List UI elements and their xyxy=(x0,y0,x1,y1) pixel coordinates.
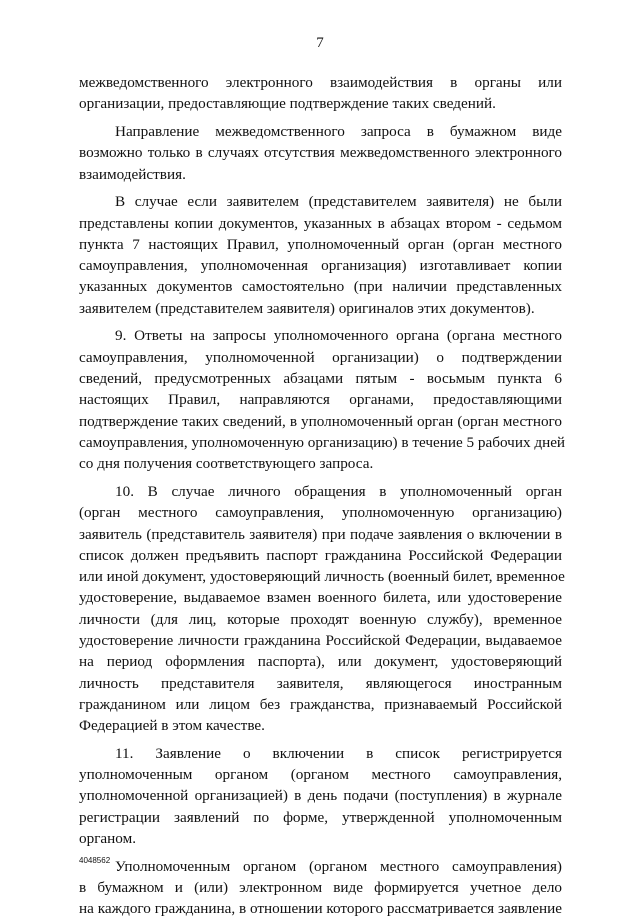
text-line: или иной документ, удостоверяющий личность (военный билет, временное xyxy=(79,568,565,586)
document-footer-code: 4048562 xyxy=(79,856,111,865)
text-line: Направление межведомственного запроса в бумажном виде xyxy=(115,122,562,140)
text-line: на период оформления паспорта), или документ, удостоверяющий xyxy=(79,653,562,671)
text-line: настоящих Правил, направляются органами, предоставляющими xyxy=(79,391,562,409)
paragraph xyxy=(79,72,562,115)
text-line: регистрации заявлений по форме, утвержденной уполномоченным xyxy=(79,808,562,826)
text-line: самоуправления, уполномоченную организацию) в течение 5 рабочих дней xyxy=(79,433,566,451)
text-line: 9. Ответы на запросы уполномоченного органа (органа местного xyxy=(115,327,562,345)
document-body xyxy=(79,72,566,920)
paragraph xyxy=(79,856,562,920)
text-line: представлены копии документов, указанных в абзацах втором - седьмом xyxy=(79,214,562,232)
paragraph xyxy=(79,481,565,737)
text-line: 10. В случае личного обращения в уполномоченный орган xyxy=(115,482,562,500)
text-line: со дня получения соответствующего запроса. xyxy=(79,455,374,473)
text-line: на каждого гражданина, в отношении которого рассматривается заявление xyxy=(79,900,562,918)
text-line: заявителем (представителем заявителя) оригиналов этих документов). xyxy=(79,299,535,317)
text-line: В случае если заявителем (представителем заявителя) не были xyxy=(115,193,562,211)
text-line: самоуправления, уполномоченная организация) изготавливает копии xyxy=(79,257,562,275)
text-line: удостоверение, выдаваемое взамен военного билета, или удостоверение xyxy=(79,589,562,607)
text-line: личность представителя заявителя, являющегося иностранным xyxy=(79,674,562,692)
text-line: Уполномоченным органом (органом местного самоуправления) xyxy=(115,857,562,875)
text-line: подтверждение таких сведений, в уполномоченный орган (орган местного xyxy=(79,412,562,430)
text-line: возможно только в случаях отсутствия межведомственного электронного xyxy=(79,144,562,162)
text-line: гражданином или лицом без гражданства, признаваемый Российской xyxy=(79,695,562,713)
text-line: взаимодействия. xyxy=(79,165,186,183)
text-line: Федерацией в этом качестве. xyxy=(79,717,265,735)
text-line: органом. xyxy=(79,830,136,848)
text-line: самоуправления, уполномоченной организации) о подтверждении xyxy=(79,348,562,366)
text-line: заявитель (представитель заявителя) при подаче заявления о включении в xyxy=(79,525,562,543)
text-line: список должен предъявить паспорт гражданина Российской Федерации xyxy=(79,546,562,564)
text-line: в бумажном и (или) электронном виде формируется учетное дело xyxy=(79,879,562,897)
paragraph xyxy=(79,743,562,849)
text-line: организации, предоставляющие подтверждение таких сведений. xyxy=(79,95,496,113)
text-line: межведомственного электронного взаимодействия в органы или xyxy=(79,74,562,91)
text-line: пункта 7 настоящих Правил, уполномоченный орган (орган местного xyxy=(79,235,562,253)
text-line: уполномоченной организацией) в день подачи (поступления) в журнале xyxy=(79,787,562,805)
text-line: личности (для лиц, которые проходят военную службу), временное xyxy=(79,610,562,628)
text-line: уполномоченным органом (органом местного самоуправления, xyxy=(79,766,562,784)
paragraph xyxy=(79,121,562,185)
text-line: (орган местного самоуправления, уполномоченную организацию) xyxy=(79,504,562,522)
text-line: удостоверение личности гражданина Российской Федерации, выдаваемое xyxy=(79,631,562,649)
text-line: указанных документов самостоятельно (при наличии представленных xyxy=(79,278,562,296)
paragraph xyxy=(79,191,562,319)
page-number: 7 xyxy=(316,35,324,51)
text-line: сведений, предусмотренных абзацами пятым - восьмым пункта 6 xyxy=(79,370,562,388)
text-line: 11. Заявление о включении в список регистрируется xyxy=(115,744,562,762)
paragraph xyxy=(79,325,566,474)
